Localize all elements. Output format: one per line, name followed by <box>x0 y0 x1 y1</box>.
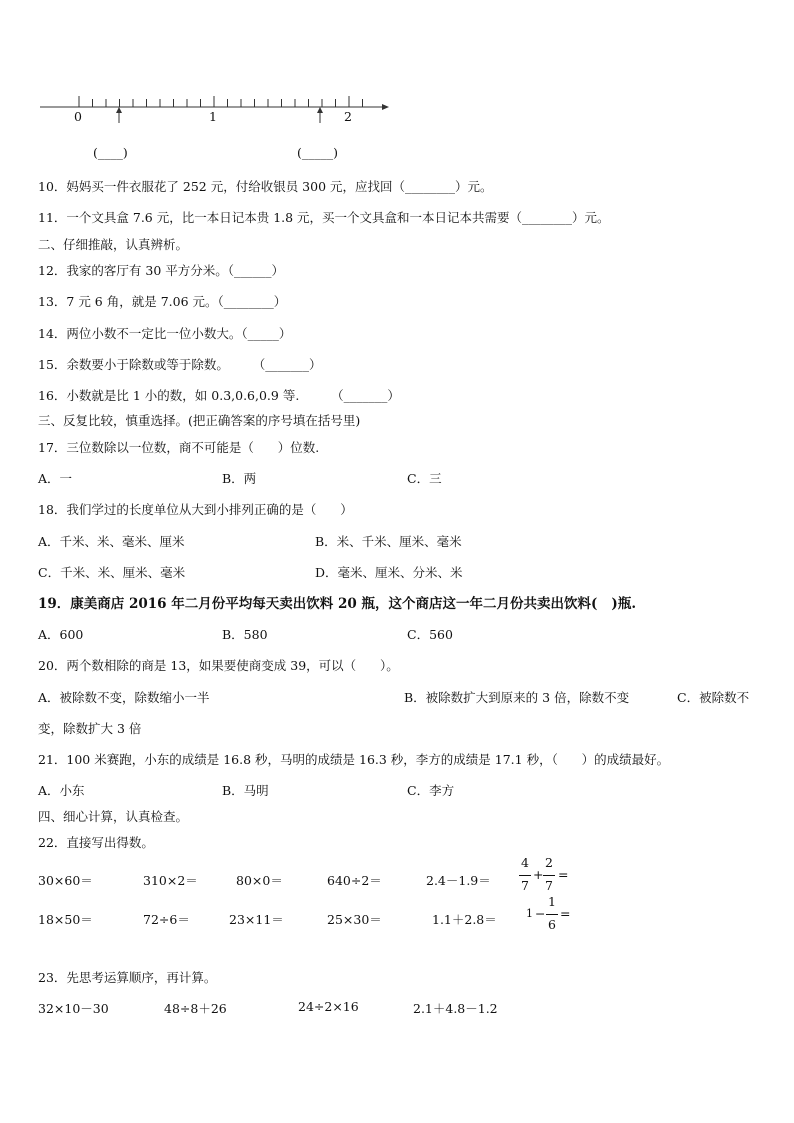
frac2-op: − <box>535 906 546 921</box>
question-13: 13．7 元 6 角，就是 7.06 元。（________） <box>38 294 287 309</box>
q17-option-c[interactable]: C．三 <box>407 471 442 486</box>
question-20-stem: 20．两个数相除的商是 13，如果要使商变成 39，可以（ ）。 <box>38 658 399 673</box>
q20-option-a[interactable]: A．被除数不变，除数缩小一半 <box>38 690 210 705</box>
arrow-right-head <box>317 107 323 113</box>
q18-option-d[interactable]: D．毫米、厘米、分米、米 <box>315 565 463 580</box>
q23-item-3: 24÷2×16 <box>298 999 359 1014</box>
question-19-stem: 19．康美商店 2016 年二月份平均每天卖出饮料 20 瓶，这个商店这一年二月份共卖出饮料( )瓶. <box>38 596 637 612</box>
question-14: 14．两位小数不一定比一位小数大。（_____） <box>38 326 292 341</box>
q22-r2-item-1: 18×50＝ <box>38 912 93 927</box>
q20-option-b[interactable]: B．被除数扩大到原来的 3 倍，除数不变 <box>404 690 630 705</box>
frac1-num-2: 2 <box>545 855 553 870</box>
q17-option-a[interactable]: A．一 <box>38 471 73 486</box>
number-line-arrow <box>382 104 389 110</box>
q22-r1-item-5: 2.4－1.9＝ <box>426 873 491 888</box>
q18-option-b[interactable]: B．米、千米、厘米、毫米 <box>315 534 462 549</box>
q19-option-c[interactable]: C．560 <box>407 627 453 642</box>
q18-option-c[interactable]: C．千米、米、厘米、毫米 <box>38 565 186 580</box>
tick-label-1: 1 <box>209 109 217 124</box>
question-23-stem: 23．先思考运算顺序，再计算。 <box>38 970 217 985</box>
frac1-eq: = <box>558 867 569 882</box>
q23-item-2: 48÷8＋26 <box>164 1001 227 1016</box>
tick-label-2: 2 <box>344 109 352 124</box>
q22-r1-item-2: 310×2＝ <box>143 873 198 888</box>
tick-label-0: 0 <box>74 109 82 124</box>
q22-fraction-difference <box>526 894 576 938</box>
answer-blank-left[interactable]: (____) <box>93 145 128 160</box>
question-15: 15．余数要小于除数或等于除数。 （_______） <box>38 357 322 372</box>
answer-blank-right[interactable]: (_____) <box>297 145 339 160</box>
question-16: 16．小数就是比 1 小的数，如 0.3,0.6,0.9 等. （_______） <box>38 388 400 403</box>
q19-option-a[interactable]: A．600 <box>38 627 84 642</box>
section-3-heading: 三、反复比较，慎重选择。(把正确答案的序号填在括号里) <box>38 413 361 428</box>
q22-r1-item-3: 80×0＝ <box>236 873 283 888</box>
frac1-den-1: 7 <box>521 878 529 893</box>
question-22-stem: 22．直接写出得数。 <box>38 835 154 850</box>
q18-option-a[interactable]: A．千米、米、毫米、厘米 <box>38 534 185 549</box>
frac1-bar-2 <box>543 875 555 876</box>
question-11: 11．一个文具盒 7.6 元，比一本日记本贵 1.8 元，买一个文具盒和一本日记本共需要（________）元。 <box>38 210 610 225</box>
frac2-whole: 1 <box>526 907 533 920</box>
q22-r1-item-4: 640÷2＝ <box>327 873 382 888</box>
frac2-bar <box>546 914 558 915</box>
q22-fraction-sum <box>516 855 576 899</box>
q21-option-b[interactable]: B．马明 <box>222 783 269 798</box>
q22-r2-item-4: 25×30＝ <box>327 912 382 927</box>
section-4-heading: 四、细心计算，认真检查。 <box>38 809 189 824</box>
arrow-left-head <box>116 107 122 113</box>
question-12: 12．我家的客厅有 30 平方分米。（______） <box>38 263 285 278</box>
q22-r2-item-2: 72÷6＝ <box>143 912 190 927</box>
q22-r2-item-5: 1.1＋2.8＝ <box>432 912 497 927</box>
q21-option-a[interactable]: A．小东 <box>38 783 85 798</box>
number-line-ticks <box>79 96 363 107</box>
q22-r1-item-1: 30×60＝ <box>38 873 93 888</box>
question-21-stem: 21．100 米赛跑，小东的成绩是 16.8 秒，马明的成绩是 16.3 秒，李方的成绩是 17.1 秒，（ ）的成绩最好。 <box>38 752 670 767</box>
q21-option-c[interactable]: C．李方 <box>407 783 455 798</box>
q19-option-b[interactable]: B．580 <box>222 627 268 642</box>
question-18-stem: 18．我们学过的长度单位从大到小排列正确的是（ ） <box>38 502 353 517</box>
frac2-eq: = <box>560 906 571 921</box>
q23-item-4: 2.1＋4.8－1.2 <box>413 1001 498 1016</box>
question-10: 10．妈妈买一件衣服花了 252 元，付给收银员 300 元，应找回（________）元。 <box>38 179 493 194</box>
question-17-stem: 17．三位数除以一位数，商不可能是（ ）位数. <box>38 440 320 455</box>
q20-option-c-continuation: 变，除数扩大 3 倍 <box>38 721 142 736</box>
frac1-bar-1 <box>519 875 531 876</box>
frac2-den: 6 <box>548 917 556 932</box>
section-2-heading: 二、仔细推敲，认真辨析。 <box>38 237 189 252</box>
q20-option-c[interactable]: C．被除数不 <box>677 690 750 705</box>
q17-option-b[interactable]: B．两 <box>222 471 257 486</box>
frac1-den-2: 7 <box>545 878 553 893</box>
frac1-op: + <box>533 867 544 882</box>
frac2-num: 1 <box>548 894 556 909</box>
q22-r2-item-3: 23×11＝ <box>229 912 284 927</box>
frac1-num-1: 4 <box>521 855 529 870</box>
q23-item-1: 32×10－30 <box>38 1001 109 1016</box>
